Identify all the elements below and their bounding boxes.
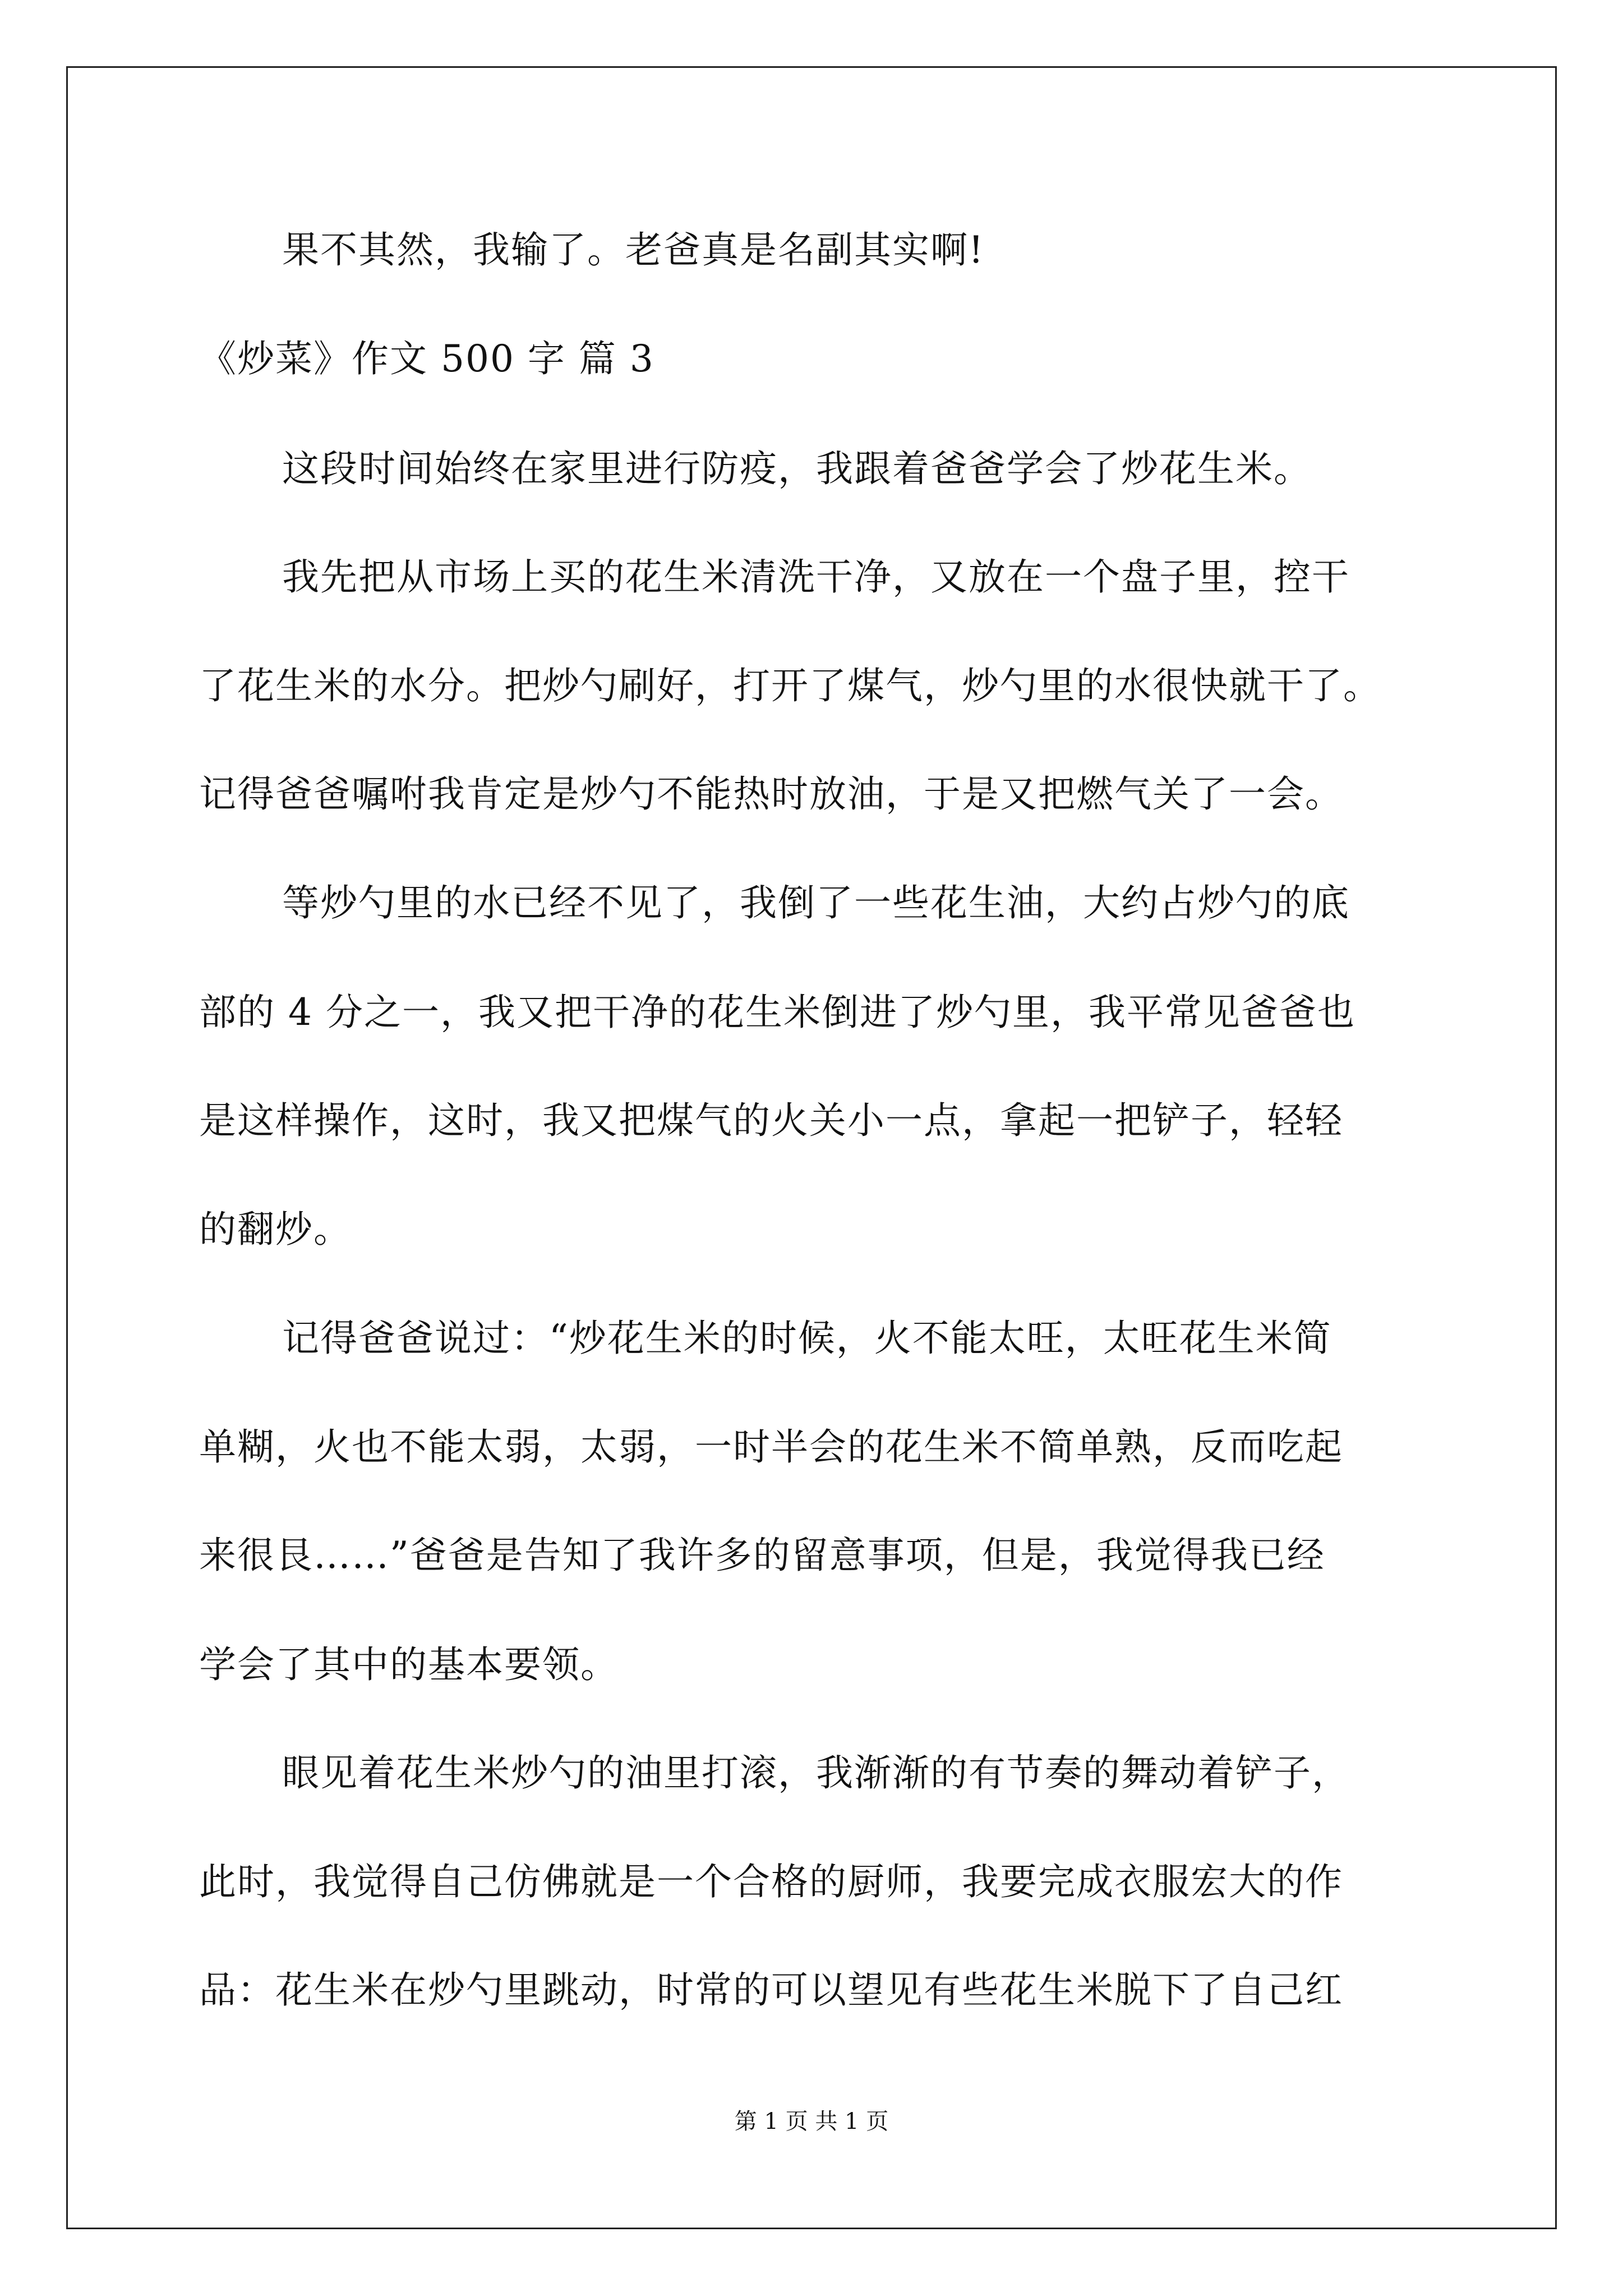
paragraph-line: 学会了其中的基本要领。	[199, 1643, 619, 1686]
paragraph-line: 记得爸爸嘱咐我肯定是炒勺不能热时放油，于是又把燃气关了一会。	[199, 772, 1343, 816]
paragraph-line: 此时，我觉得自己仿佛就是一个合格的厨师，我要完成衣服宏大的作	[199, 1860, 1343, 1903]
paragraph-line: 部的 4 分之一，我又把干净的花生米倒进了炒勺里，我平常见爸爸也	[199, 991, 1355, 1034]
paragraph-line: 眼见着花生米炒勺的油里打滚，我渐渐的有节奏的舞动着铲子，	[282, 1751, 1350, 1795]
paragraph-line: 等炒勺里的水已经不见了，我倒了一些花生油，大约占炒勺的底	[282, 881, 1350, 924]
paragraph-line: 的翻炒。	[199, 1208, 352, 1251]
paragraph-line: 品：花生米在炒勺里跳动，时常的可以望见有些花生米脱下了自己红	[199, 1968, 1343, 2012]
page-border	[66, 66, 1557, 2229]
paragraph-line: 来很艮……”爸爸是告知了我许多的留意事项，但是，我觉得我已经	[199, 1534, 1325, 1577]
paragraph-line: 这段时间始终在家里进行防疫，我跟着爸爸学会了炒花生米。	[282, 447, 1312, 490]
paragraph-line: 我先把从市场上买的花生米清洗干净，又放在一个盘子里，控干	[282, 555, 1350, 599]
paragraph-line: 单糊，火也不能太弱，太弱，一时半会的花生米不简单熟，反而吃起	[199, 1425, 1343, 1469]
section-heading: 《炒菜》作文 500 字 篇 3	[199, 337, 654, 380]
paragraph-line: 果不其然，我输了。老爸真是名副其实啊!	[282, 228, 985, 272]
paragraph-line: 记得爸爸说过：“炒花生米的时候，火不能太旺，太旺花生米简	[282, 1317, 1332, 1360]
paragraph-line: 了花生米的水分。把炒勺刷好，打开了煤气，炒勺里的水很快就干了。	[199, 664, 1381, 707]
page-footer: 第 1 页 共 1 页	[734, 2109, 889, 2134]
paragraph-line: 是这样操作，这时，我又把煤气的火关小一点，拿起一把铲子，轻轻	[199, 1099, 1343, 1142]
